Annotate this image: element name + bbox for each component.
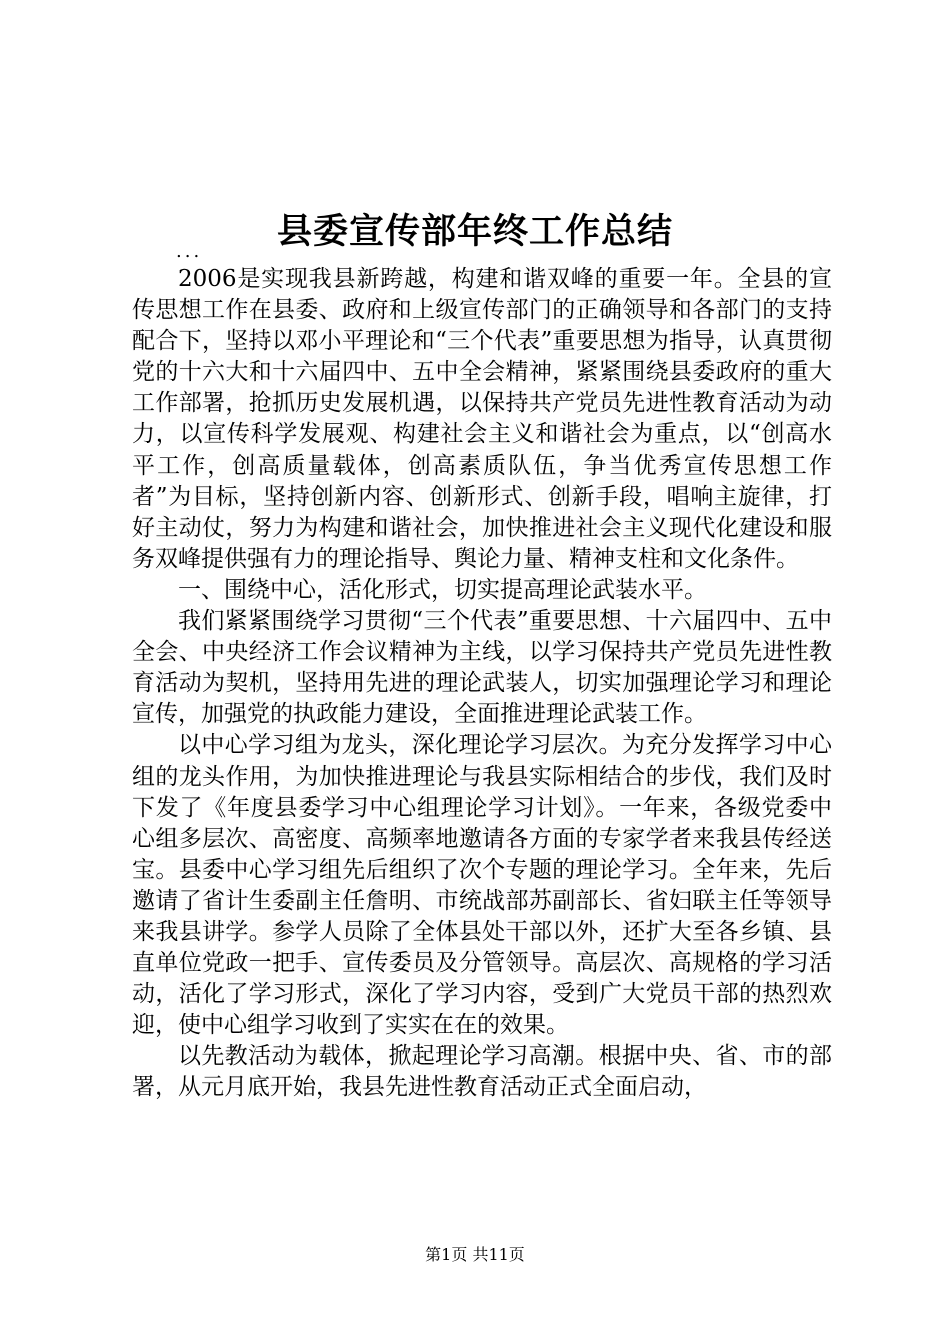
document-body (132, 264, 832, 1104)
paragraph-intro: 2006是实现我县新跨越，构建和谐双峰的重要一年。全县的宣传思想工作在县委、政府和上级宣传部门的正确领导和各部门的支持配合下，坚持以邓小平理论和“三个代表”重要思想为指导，认真贯彻党的十六大和十六届四中、五中全会精神，紧紧围绕县委政府的重大工作部署，抢抓历史发展机遇，以保持共产党员先进性教育活动为动力，以宣传科学发展观、构建社会主义和谐社会为重点，以“创高水平工作，创高质量载体，创高素质队伍，争当优秀宣传思想工作者”为目标，坚持创新内容、创新形式、创新手段，唱响主旋律，打好主动仗，努力为构建和谐社会，加快推进社会主义现代化建设和服务双峰提供强有力的理论指导、舆论力量、精神支柱和文化条件。 (132, 266, 832, 572)
paragraph-theory: 我们紧紧围绕学习贯彻“三个代表”重要思想、十六届四中、五中全会、中央经济工作会议精神为主线，以学习保持共产党员先进性教育活动为契机，坚持用先进的理论武装人，切实加强理论学习和理论宣传，加强党的执政能力建设，全面推进理论武装工作。 (132, 608, 832, 728)
document-title: 县委宣传部年终工作总结 (276, 211, 673, 253)
paragraph-study-group: 以中心学习组为龙头，深化理论学习层次。为充分发挥学习中心组的龙头作用，为加快推进理论与我县实际相结合的步伐，我们及时下发了《年度县委学习中心组理论学习计划》。一年来，各级党委中心组多层次、高密度、高频率地邀请各方面的专家学者来我县传经送宝。县委中心学习组先后组织了次个专题的理论学习。全年来，先后邀请了省计生委副主任詹明、市统战部苏副部长、省妇联主任等领导来我县讲学。参学人员除了全体县处干部以外，还扩大至各乡镇、县直单位党政一把手、宣传委员及分管领导。高层次、高规格的学习活动，活化了学习形式，深化了学习内容，受到广大党员干部的热烈欢迎，使中心组学习收到了实实在在的效果。 (132, 732, 832, 1039)
paragraph-education: 以先教活动为载体，掀起理论学习高潮。根据中央、省、市的部署，从元月底开始，我县先进性教育活动正式全面启动， (132, 1043, 832, 1101)
page-footer: 第1页 共11页 (425, 1245, 525, 1264)
section-heading-1: 一、围绕中心，活化形式，切实提高理论武装水平。 (178, 576, 707, 603)
ellipsis-mark: ... (176, 241, 203, 262)
